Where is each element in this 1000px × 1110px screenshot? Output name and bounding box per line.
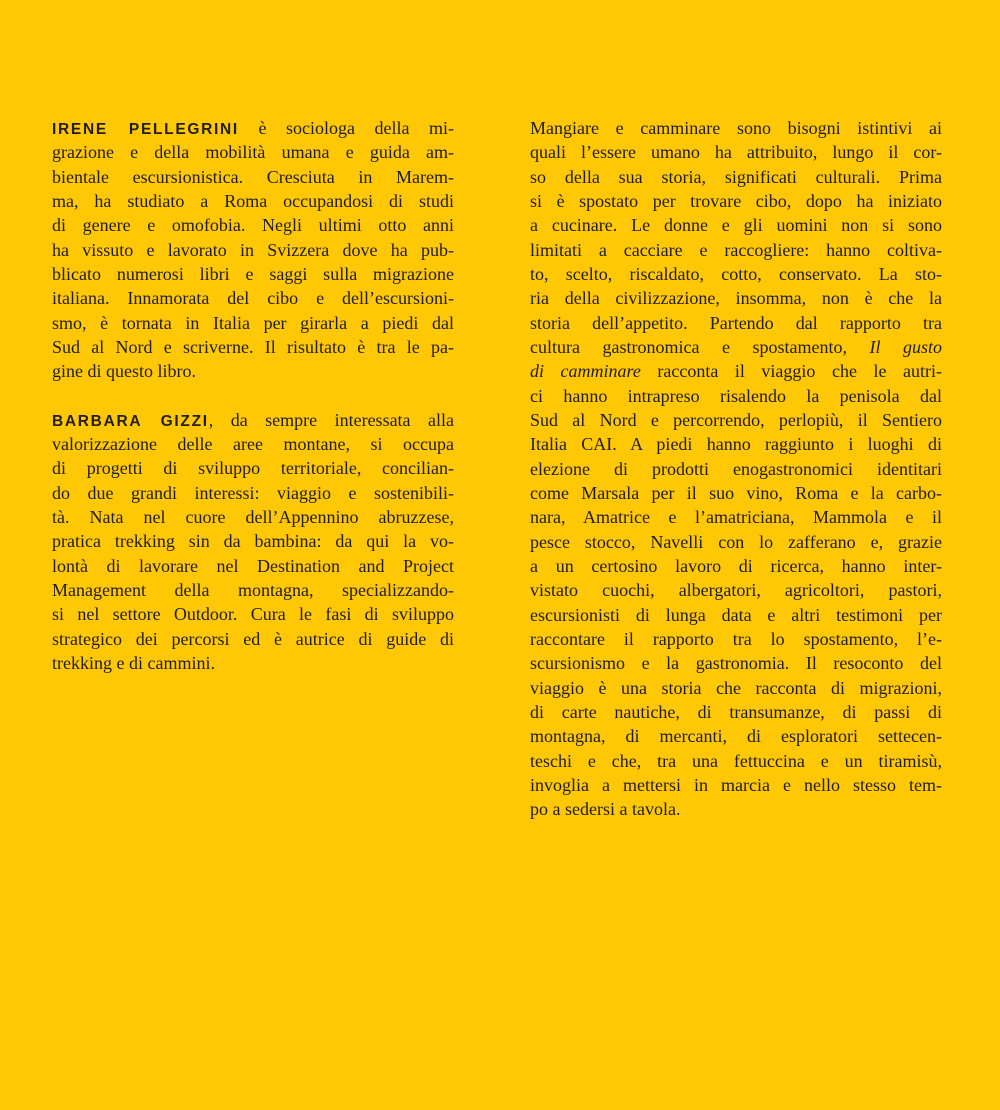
text-line: [530, 676, 942, 700]
text-line: [530, 481, 942, 505]
text-line: [52, 602, 454, 626]
text-line: [52, 408, 454, 432]
text-segment: invoglia a mettersi in marcia e nello stesso tem-: [530, 774, 942, 795]
text-line: [52, 189, 454, 213]
text-line: [530, 165, 942, 189]
text-segment: cultura gastronomica e spostamento,: [530, 336, 870, 357]
book-title-italic: di camminare: [530, 361, 641, 382]
text-line: [530, 724, 942, 748]
text-line: [530, 384, 942, 408]
text-segment: storia dell’appetito. Partendo dal rapporto tra: [530, 312, 942, 333]
text-segment: si è spostato per trovare cibo, dopo ha iniziato: [530, 190, 942, 211]
text-line: [52, 116, 454, 140]
text-line: [530, 262, 942, 286]
text-line: [52, 359, 454, 383]
text-segment: valorizzazione delle aree montane, si occupa: [52, 433, 454, 454]
text-segment: raccontare il rapporto tra lo spostamento, l’e-: [530, 628, 942, 649]
text-segment: to, scelto, riscaldato, cotto, conservato. La sto-: [530, 263, 942, 284]
text-segment: pesce stocco, Navelli con lo zafferano e, grazie: [530, 531, 942, 552]
text-segment: Sud al Nord e percorrendo, perlopiù, il Sentiero: [530, 409, 942, 430]
text-line: [52, 481, 454, 505]
text-segment: smo, è tornata in Italia per girarla a piedi dal: [52, 312, 454, 333]
text-line: [52, 456, 454, 480]
text-line: [530, 286, 942, 310]
text-segment: a cucinare. Le donne e gli uomini non si sono: [530, 215, 942, 236]
text-segment: gine di questo libro.: [52, 361, 196, 382]
text-line: [530, 457, 942, 481]
text-segment: do due grandi interessi: viaggio e sostenibili-: [52, 482, 454, 503]
text-segment: lontà di lavorare nel Destination and Project: [52, 555, 454, 576]
text-line: [52, 627, 454, 651]
text-segment: teschi e che, tra una fettuccina e un tiramisù,: [530, 750, 942, 771]
author-name: IRENE PELLEGRINI: [52, 121, 239, 138]
text-line: [530, 140, 942, 164]
text-segment: tà. Nata nel cuore dell’Appennino abruzzese,: [52, 506, 454, 527]
text-segment: bientale escursionistica. Cresciuta in Marem-: [52, 166, 454, 187]
text-segment: a un certosino lavoro di ricerca, hanno inter-: [530, 555, 942, 576]
text-segment: grazione e della mobilità umana e guida am-: [52, 142, 454, 163]
text-segment: quali l’essere umano ha attribuito, lungo il cor-: [530, 142, 942, 163]
text-line: [52, 578, 454, 602]
text-line: [530, 238, 942, 262]
text-segment: scursionismo e la gastronomia. Il resoconto del: [530, 653, 942, 674]
book-title-italic: Il gusto: [869, 336, 942, 357]
text-line: [52, 140, 454, 164]
bio-irene-pellegrini: [52, 116, 454, 384]
text-segment: strategico dei percorsi ed è autrice di guide di: [52, 628, 454, 649]
text-line: [52, 505, 454, 529]
text-line: [530, 116, 942, 140]
text-line: [530, 335, 942, 359]
text-line: [530, 189, 942, 213]
text-segment: blicato numerosi libri e saggi sulla migrazione: [52, 263, 454, 284]
text-line: [52, 286, 454, 310]
text-segment: , da sempre interessata alla: [208, 409, 454, 430]
author-name: BARBARA GIZZI: [52, 412, 209, 430]
text-line: [52, 238, 454, 262]
text-line: [530, 651, 942, 675]
text-line: [530, 749, 942, 773]
text-segment: ha vissuto e lavorato in Svizzera dove ha pub-: [52, 239, 454, 260]
text-segment: Italia CAI. A piedi hanno raggiunto i luoghi di: [530, 434, 942, 455]
book-blurb: [530, 116, 942, 822]
text-segment: di carte nautiche, di transumanze, di passi di: [530, 701, 942, 722]
text-segment: ci hanno intrapreso risalendo la penisola dal: [530, 385, 942, 406]
text-line: [52, 335, 454, 359]
text-line: [52, 262, 454, 286]
text-segment: di progetti di sviluppo territoriale, concilian-: [52, 458, 454, 479]
left-column: [52, 116, 454, 675]
text-line: [52, 529, 454, 553]
text-line: [530, 311, 942, 335]
text-segment: si nel settore Outdoor. Cura le fasi di sviluppo: [52, 604, 454, 625]
text-segment: Mangiare e camminare sono bisogni istintivi ai: [530, 118, 942, 138]
text-line: [530, 603, 942, 627]
text-segment: escursionisti di lunga data e altri testimoni per: [530, 604, 942, 625]
text-line: [530, 530, 942, 554]
text-line: [52, 213, 454, 237]
text-segment: nara, Amatrice e l’amatriciana, Mammola e il: [530, 507, 942, 528]
text-segment: vistato cuochi, albergatori, agricoltori, pastori,: [530, 580, 942, 601]
right-column: [530, 116, 942, 822]
text-line: [530, 773, 942, 797]
text-segment: Management della montagna, specializzando-: [52, 579, 454, 600]
text-line: [52, 432, 454, 456]
text-line: [530, 554, 942, 578]
text-segment: ma, ha studiato a Roma occupandosi di studi: [52, 190, 454, 211]
text-segment: racconta il viaggio che le autri-: [640, 361, 942, 382]
text-line: [530, 627, 942, 651]
text-line: [530, 359, 942, 383]
text-line: [52, 165, 454, 189]
text-segment: so della sua storia, significati culturali. Prima: [530, 166, 942, 187]
text-segment: è sociologa della mi-: [238, 118, 454, 138]
text-segment: Sud al Nord e scriverne. Il risultato è tra le pa-: [52, 336, 454, 357]
text-segment: pratica trekking sin da bambina: da qui la vo-: [52, 531, 454, 552]
text-line: [530, 578, 942, 602]
text-line: [52, 554, 454, 578]
text-line: [52, 651, 454, 675]
text-line: [530, 505, 942, 529]
text-line: [530, 797, 942, 821]
text-segment: come Marsala per il suo vino, Roma e la carbo-: [530, 482, 942, 503]
text-segment: italiana. Innamorata del cibo e dell’escursioni-: [52, 288, 454, 309]
text-line: [530, 213, 942, 237]
text-segment: po a sedersi a tavola.: [530, 799, 681, 820]
text-line: [530, 700, 942, 724]
text-line: [52, 311, 454, 335]
text-line: [530, 432, 942, 456]
text-segment: trekking e di cammini.: [52, 652, 215, 673]
text-segment: montagna, di mercanti, di esploratori settecen-: [530, 726, 942, 747]
text-segment: di genere e omofobia. Negli ultimi otto anni: [52, 215, 454, 236]
text-segment: limitati a cacciare e raccogliere: hanno coltiva-: [530, 239, 942, 260]
text-segment: elezione di prodotti enogastronomici identitari: [530, 458, 942, 479]
text-line: [530, 408, 942, 432]
bio-barbara-gizzi: [52, 408, 454, 676]
text-segment: ria della civilizzazione, insomma, non è che la: [530, 288, 942, 309]
text-segment: viaggio è una storia che racconta di migrazioni,: [530, 677, 942, 698]
